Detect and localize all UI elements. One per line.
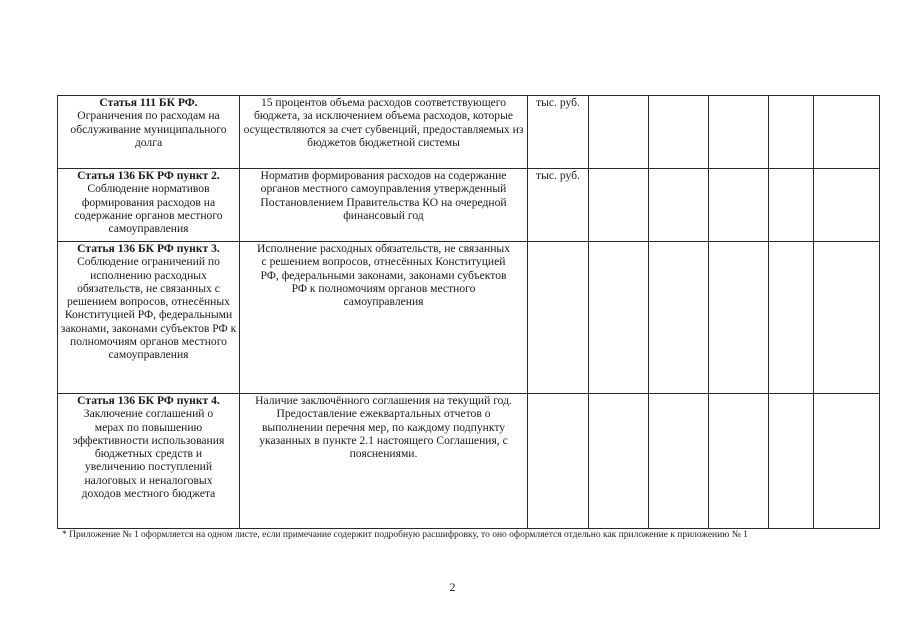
empty-cell	[649, 169, 709, 242]
empty-cell	[814, 394, 880, 529]
budget-restrictions-table	[57, 95, 880, 529]
empty-cell	[769, 96, 814, 169]
empty-cell	[814, 96, 880, 169]
article-cell	[58, 242, 240, 394]
article-text: Заключение соглашений о мерах по повышению эффективности использования бюджетных средств и увеличению поступлений налоговых и неналоговых доходов местного бюджета	[72, 407, 225, 501]
empty-cell	[649, 96, 709, 169]
empty-cell	[589, 242, 649, 394]
empty-cell	[649, 394, 709, 529]
condition-cell: Наличие заключённого соглашения на текущий год. Предоставление ежеквартальных отчетов о выполнении перечня мер, по каждому подпункту указанных в пункте 2.1 настоящего Соглашения, с пояснениями.	[240, 394, 528, 529]
empty-cell	[589, 96, 649, 169]
article-text: Соблюдение ограничений по исполнению расходных обязательств, не связанных с решением вопросов, отнесённых Конституцией РФ, федеральными законами, законами субъектов РФ к полномочиям органов местного самоуправления	[60, 255, 237, 362]
empty-cell	[769, 242, 814, 394]
empty-cell	[769, 394, 814, 529]
unit-cell: тыс. руб.	[528, 169, 589, 242]
unit-cell	[528, 394, 589, 529]
empty-cell	[649, 242, 709, 394]
article-heading: Статья 136 БК РФ пункт 2.	[77, 169, 220, 182]
table-row	[58, 242, 880, 394]
empty-cell	[709, 169, 769, 242]
table-row	[58, 96, 880, 169]
empty-cell	[589, 169, 649, 242]
article-heading: Статья 111 БК РФ.	[99, 96, 198, 109]
empty-cell	[709, 394, 769, 529]
empty-cell	[709, 96, 769, 169]
empty-cell	[589, 394, 649, 529]
condition-cell: 15 процентов объема расходов соответствующего бюджета, за исключением объема расходов, которые осуществляются за счет субвенций, предоставляемых из бюджетов бюджетной системы	[240, 96, 528, 169]
article-text: Соблюдение нормативов формирования расходов на содержание органов местного самоуправления	[74, 182, 223, 236]
empty-cell	[814, 169, 880, 242]
table-row	[58, 394, 880, 529]
empty-cell	[709, 242, 769, 394]
article-heading: Статья 136 БК РФ пункт 3.	[77, 242, 220, 255]
condition-cell: Норматив формирования расходов на содержание органов местного самоуправления утвержденный Постановлением Правительства КО на очередной финансовый год	[240, 169, 528, 242]
table-row	[58, 169, 880, 242]
article-cell	[58, 96, 240, 169]
page-number: 2	[449, 580, 456, 594]
article-text: Ограничения по расходам на обслуживание муниципального долга	[70, 109, 227, 149]
condition-cell: Исполнение расходных обязательств, не связанных с решением вопросов, отнесённых Конституцией РФ, федеральными законами, законами субъектов РФ к полномочиям органов местного самоуправления	[240, 242, 528, 394]
unit-cell: тыс. руб.	[528, 96, 589, 169]
article-cell	[58, 169, 240, 242]
unit-cell	[528, 242, 589, 394]
empty-cell	[814, 242, 880, 394]
empty-cell	[769, 169, 814, 242]
footnote: * Приложение № 1 оформляется на одном листе, если примечание содержит подробную расшифровку, то оно оформляется отдельно как приложение к приложению № 1	[62, 530, 748, 540]
article-cell	[58, 394, 240, 529]
article-heading: Статья 136 БК РФ пункт 4.	[77, 394, 220, 407]
